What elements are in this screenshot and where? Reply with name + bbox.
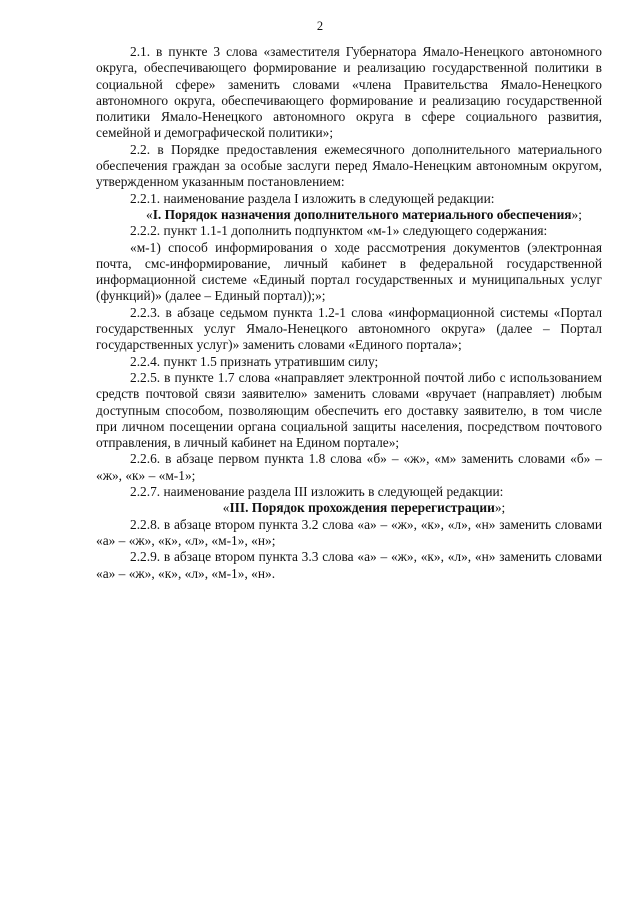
section-heading-1 [96, 207, 602, 223]
paragraph-2-2-8: 2.2.8. в абзаце втором пункта 3.2 слова «а» – «ж», «к», «л», «н» заменить словами «а» – «ж», «к», «л», «м-1», «н»; [96, 516, 602, 548]
heading-title: I. Порядок назначения дополнительного материального обеспечения [152, 206, 572, 222]
paragraph-2-2-1: 2.2.1. наименование раздела I изложить в следующей редакции: [130, 190, 495, 206]
heading-close: »; [571, 206, 582, 222]
paragraph-2-1: 2.1. в пункте 3 слова «заместителя Губернатора Ямало-Ненецкого автономного округа, обеспечивающего формирование и реализацию государственной политики в социальной сфере» заменить словами «члена Правительства Ямало-Ненецкого автономного округа, обеспечивающего формирование и реализацию государственной политики Ямало-Ненецкого автономного округа в сфере социального развития, семейной и демографической политики»; [96, 44, 602, 141]
paragraph-2-2: 2.2. в Порядке предоставления ежемесячного дополнительного материального обеспечения граждан за особые заслуги перед Ямало-Ненецким автономным округом, утвержденном указанным постановлением: [96, 141, 602, 190]
paragraph-2-2-2: 2.2.2. пункт 1.1-1 дополнить подпунктом «м-1» следующего содержания: [130, 223, 548, 239]
paragraph-2-2-7: 2.2.7. наименование раздела III изложить в следующей редакции: [130, 484, 504, 500]
paragraph-2-2-4: 2.2.4. пункт 1.5 признать утратившим силу; [130, 353, 379, 369]
heading-open-quote: « [146, 206, 153, 222]
paragraph-m-1: «м-1) способ информирования о ходе рассмотрения документов (электронная почта, смс-информирование, личный кабинет в федеральной государственной информационной системе «Единый портал государственных и муниципальных услуг (функций)» (далее – Единый портал));»; [96, 239, 602, 304]
heading-close: »; [494, 500, 506, 516]
paragraph-2-2-5: 2.2.5. в пункте 1.7 слова «направляет электронной почтой либо с использованием средств почтовой связи заявителю» заменить словами «вручает (направляет) любым доступным способом, позволяющим обеспечить его доставку заявителю, в том числе при личном посещении органа социальной защиты населения, посредством почтового отправления, в личный кабинет на Едином портале»; [96, 369, 602, 451]
paragraph-2-2-9: 2.2.9. в абзаце втором пункта 3.3 слова «а» – «ж», «к», «л», «н» заменить словами «а» – «ж», «к», «л», «м-1», «н». [96, 549, 602, 581]
document-body [96, 44, 602, 582]
paragraph-2-2-3: 2.2.3. в абзаце седьмом пункта 1.2-1 слова «информационной системы «Портал государственных услуг Ямало-Ненецкого автономного округа» (далее – Портал государственных услуг)» заменить словами «Единого портала»; [96, 304, 602, 353]
paragraph-2-2-6: 2.2.6. в абзаце первом пункта 1.8 слова «б» – «ж», «м» заменить словами «б» – «ж», «к» – «м-1»; [96, 451, 602, 483]
heading-open-quote: « [222, 500, 230, 516]
page-number: 2 [316, 19, 324, 33]
heading-title: III. Порядок прохождения перерегистрации [229, 500, 495, 516]
section-heading-3 [96, 500, 602, 516]
